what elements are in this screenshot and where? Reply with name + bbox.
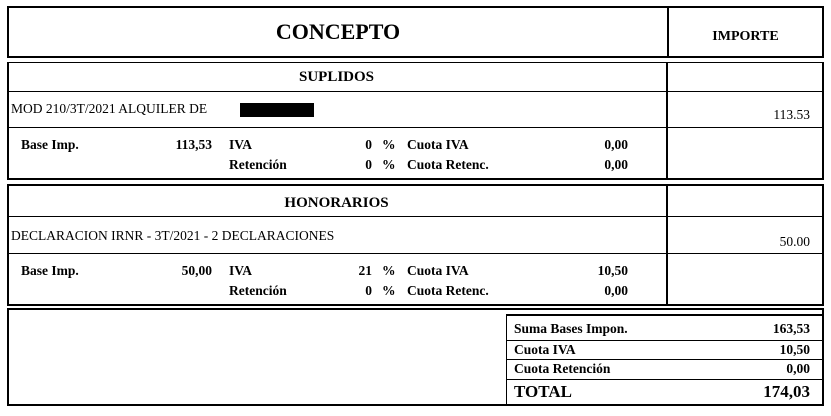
suplidos-ret-pct: 0	[365, 157, 372, 172]
totals-cuota-ret-label: Cuota Retención	[514, 361, 611, 376]
suplidos-iva-pct: 0	[365, 137, 372, 152]
suplidos-ret-label: Retención	[229, 157, 287, 172]
totals-total-value: 174,03	[763, 382, 810, 401]
totals-cuota-iva-label: Cuota IVA	[514, 342, 576, 357]
suplidos-line: MOD 210/3T/2021 ALQUILER DE	[11, 101, 208, 116]
honorarios-pct-sign: %	[382, 283, 396, 298]
suplidos-cuota-ret-value: 0,00	[604, 157, 628, 172]
honorarios-amount: 50.00	[779, 234, 810, 249]
suplidos-cuota-iva-value: 0,00	[604, 137, 628, 152]
honorarios-ret-pct: 0	[365, 283, 372, 298]
suplidos-iva-label: IVA	[229, 137, 253, 152]
importe-divider	[666, 184, 668, 306]
suplidos-pct-sign: %	[382, 137, 396, 152]
suplidos-base-label: Base Imp.	[21, 137, 79, 152]
suplidos-amount: 113.53	[773, 107, 810, 122]
divider	[506, 340, 824, 341]
honorarios-pct-sign: %	[382, 263, 396, 278]
divider	[7, 216, 824, 217]
totals-total-label: TOTAL	[514, 382, 572, 401]
totals-suma-value: 163,53	[772, 321, 810, 336]
honorarios-title: HONORARIOS	[284, 195, 389, 211]
honorarios-cuota-ret-value: 0,00	[604, 283, 628, 298]
suplidos-pct-sign: %	[382, 157, 396, 172]
divider	[506, 379, 824, 380]
suplidos-title: SUPLIDOS	[298, 69, 375, 85]
totals-cuota-ret-value: 0,00	[786, 361, 810, 376]
divider	[506, 359, 824, 360]
redaction-block	[240, 103, 314, 117]
header-importe: IMPORTE	[712, 29, 779, 44]
honorarios-base-value: 50,00	[181, 263, 212, 278]
honorarios-cuota-ret-label: Cuota Retenc.	[407, 283, 489, 298]
honorarios-ret-label: Retención	[229, 283, 287, 298]
honorarios-base-label: Base Imp.	[21, 263, 79, 278]
honorarios-cuota-iva-label: Cuota IVA	[407, 263, 469, 278]
honorarios-iva-label: IVA	[229, 263, 253, 278]
importe-divider	[666, 62, 668, 180]
suplidos-cuota-ret-label: Cuota Retenc.	[407, 157, 489, 172]
totals-cuota-iva-value: 10,50	[779, 342, 810, 357]
divider	[7, 127, 824, 128]
suplidos-base-value: 113,53	[175, 137, 212, 152]
divider	[7, 91, 824, 92]
honorarios-cuota-iva-value: 10,50	[597, 263, 628, 278]
totals-left-border	[506, 314, 507, 406]
divider	[7, 253, 824, 254]
honorarios-line: DECLARACION IRNR - 3T/2021 - 2 DECLARACIONES	[11, 228, 335, 243]
header-concepto: CONCEPTO	[275, 19, 401, 44]
divider	[506, 314, 824, 316]
honorarios-iva-pct: 21	[358, 263, 372, 278]
suplidos-cuota-iva-label: Cuota IVA	[407, 137, 469, 152]
totals-suma-label: Suma Bases Impon.	[514, 321, 628, 336]
